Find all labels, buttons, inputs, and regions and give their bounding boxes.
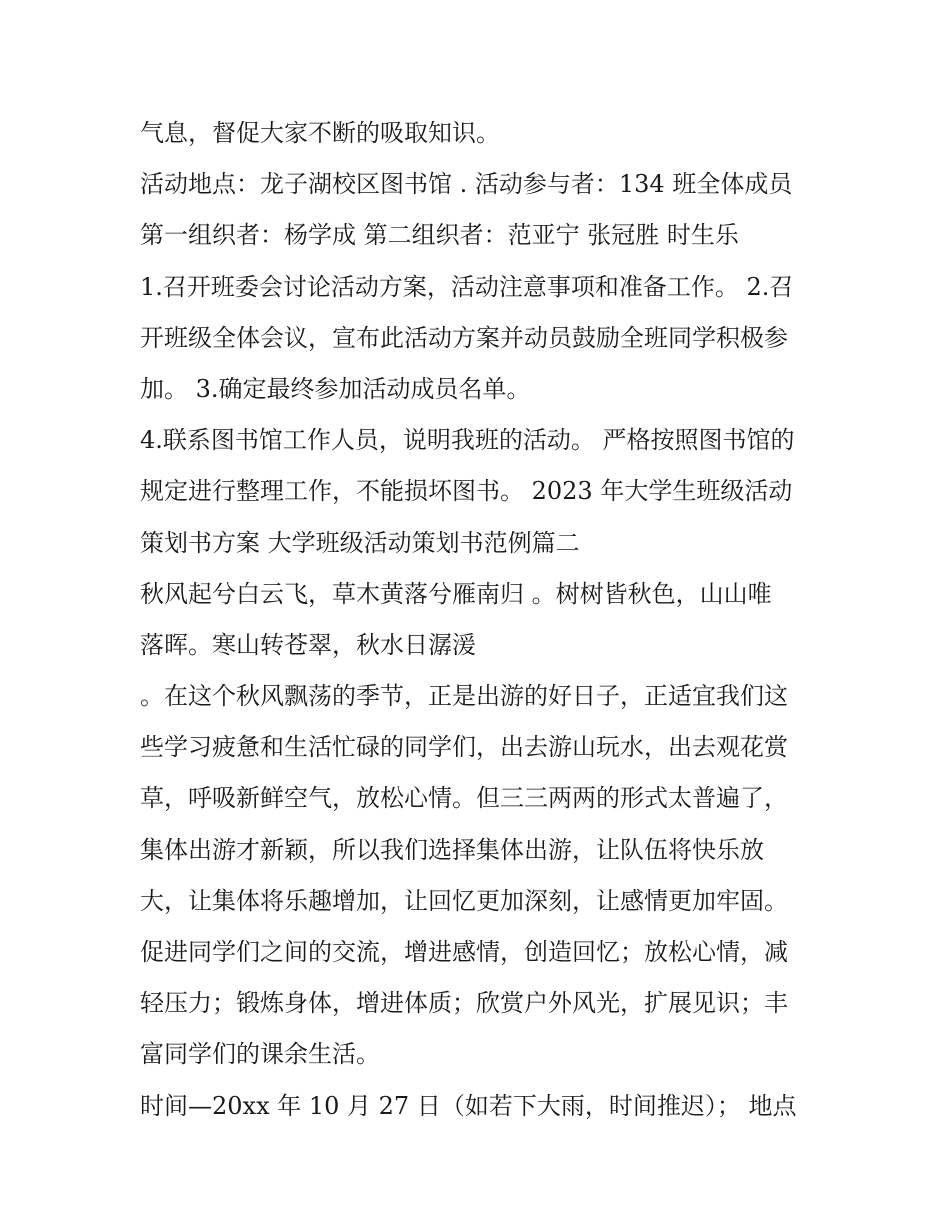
- text-line: 草，呼吸新鲜空气，放松心情。但三三两两的形式太普遍了，: [140, 784, 788, 813]
- text-line: 1.召开班委会讨论活动方案，活动注意事项和准备工作。 2.召: [140, 272, 794, 301]
- text-line: 策划书方案 大学班级活动策划书范例篇二: [140, 528, 580, 557]
- text-line: 时间—20xx 年 10 月 27 日（如若下大雨，时间推迟）； 地点: [140, 1091, 797, 1120]
- text-line: 促进同学们之间的交流，增进感情，创造回忆；放松心情，减: [140, 938, 788, 966]
- text-line: 4.联系图书馆工作人员，说明我班的活动。 严格按照图书馆的: [140, 426, 795, 455]
- text-line: 集体出游才新颖，所以我们选择集体出游，让队伍将快乐放: [140, 835, 764, 864]
- text-line: 气息，督促大家不断的吸取知识。: [140, 119, 500, 147]
- text-line: 轻压力；锻炼身体，增进体质；欣赏户外风光，扩展见识；丰: [140, 989, 788, 1018]
- text-line: 秋风起兮白云飞，草木黄落兮雁南归 。树树皆秋色，山山唯: [140, 579, 772, 608]
- text-line: 。在这个秋风飘荡的季节，正是出游的好日子，正适宜我们这: [140, 682, 788, 711]
- text-line: 第一组织者：杨学成 第二组织者：范亚宁 张冠胜 时生乐: [140, 221, 739, 250]
- text-line: 规定进行整理工作，不能损坏图书。 2023 年大学生班级活动: [140, 477, 793, 506]
- text-line: 富同学们的课余生活。: [140, 1040, 380, 1069]
- text-line: 活动地点：龙子湖校区图书馆 . 活动参与者：134 班全体成员: [140, 170, 793, 199]
- text-line: 加。 3.确定最终参加活动成员名单。: [140, 374, 531, 403]
- text-line: 大，让集体将乐趣增加，让回忆更加深刻，让感情更加牢固。: [140, 886, 788, 915]
- text-line: 落晖。寒山转苍翠，秋水日潺湲: [140, 630, 476, 659]
- document-body: [140, 108, 820, 1132]
- text-line: 些学习疲惫和生活忙碌的同学们，出去游山玩水，出去观花赏: [140, 733, 788, 762]
- text-line: 开班级全体会议，宣布此活动方案并动员鼓励全班同学积极参: [140, 323, 788, 352]
